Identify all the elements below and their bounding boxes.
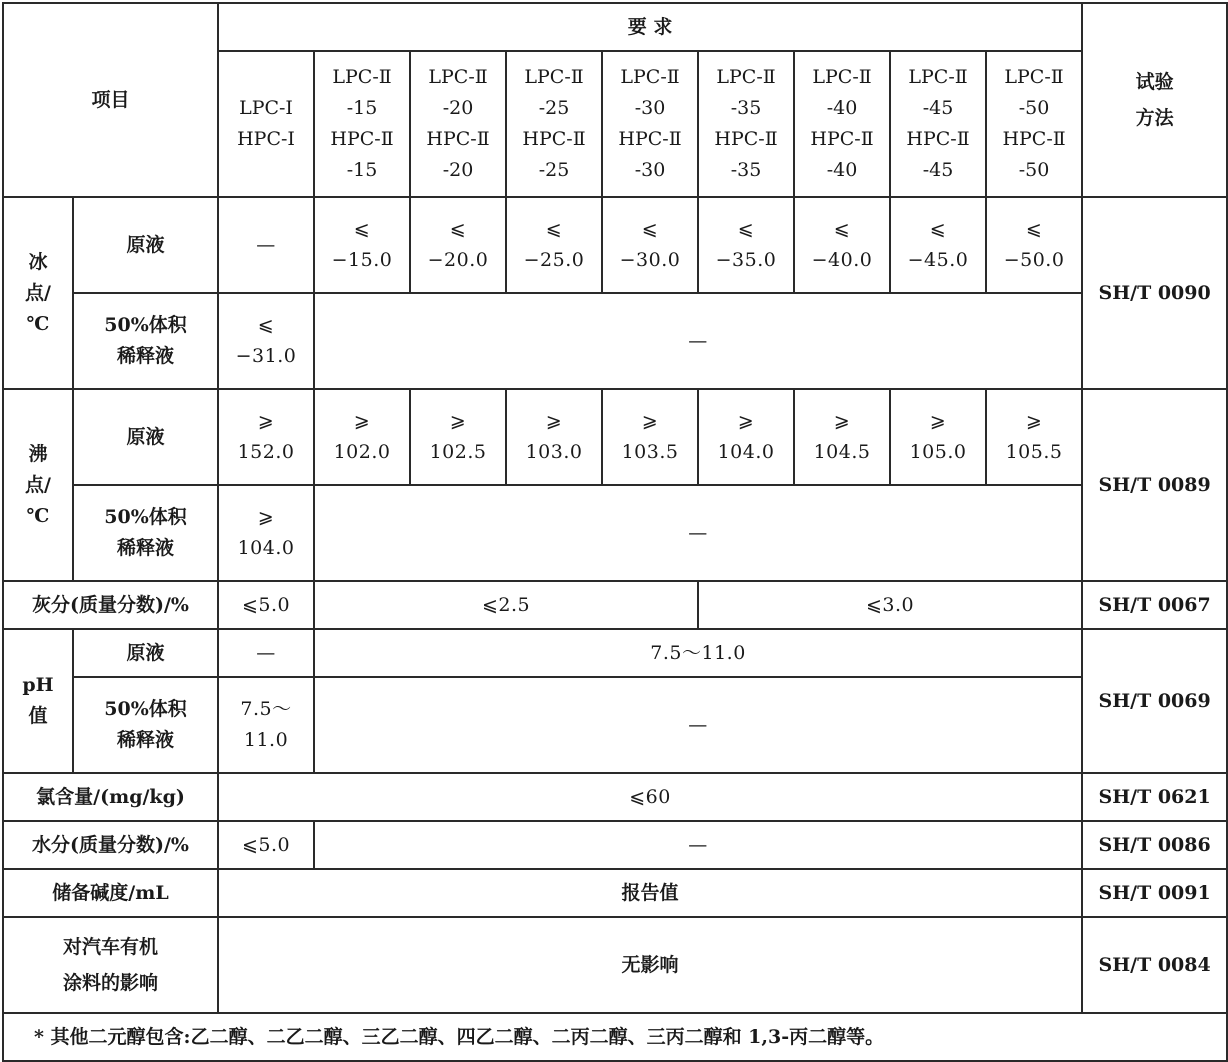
ph-neat-label: 原液 <box>73 629 218 677</box>
boiling-neat-value: ⩾ 104.0 <box>698 389 794 485</box>
boiling-point-label: 沸 点/ ℃ <box>3 389 73 581</box>
ph-method: SH/T 0069 <box>1082 629 1227 773</box>
boiling-dilute-label: 50%体积 稀释液 <box>73 485 218 581</box>
boiling-neat-value: ⩾ 103.5 <box>602 389 698 485</box>
paint-effect-method: SH/T 0084 <box>1082 917 1227 1013</box>
boiling-neat-value: ⩾ 105.5 <box>986 389 1082 485</box>
freezing-neat-value: ⩽ −35.0 <box>698 197 794 293</box>
water-value-rest: — <box>314 821 1082 869</box>
ph-label: pH 值 <box>3 629 73 773</box>
ph-neat-value: — <box>218 629 314 677</box>
freezing-neat-value: ⩽ −15.0 <box>314 197 410 293</box>
ph-dilute-rest: — <box>314 677 1082 773</box>
ash-value-type1: ⩽5.0 <box>218 581 314 629</box>
freezing-neat-value: ⩽ −30.0 <box>602 197 698 293</box>
boiling-neat-value: ⩾ 103.0 <box>506 389 602 485</box>
grade-header: LPC-Ⅰ HPC-Ⅰ <box>218 51 314 197</box>
grade-header: LPC-Ⅱ -20 HPC-Ⅱ -20 <box>410 51 506 197</box>
water-value-type1: ⩽5.0 <box>218 821 314 869</box>
boiling-neat-label: 原液 <box>73 389 218 485</box>
boiling-method: SH/T 0089 <box>1082 389 1227 581</box>
grade-header: LPC-Ⅱ -45 HPC-Ⅱ -45 <box>890 51 986 197</box>
chloride-method: SH/T 0621 <box>1082 773 1227 821</box>
ph-dilute-value: 7.5～ 11.0 <box>218 677 314 773</box>
freezing-neat-value: ⩽ −20.0 <box>410 197 506 293</box>
grade-header: LPC-Ⅱ -40 HPC-Ⅱ -40 <box>794 51 890 197</box>
reserve-alkalinity-label: 储备碱度/mL <box>3 869 218 917</box>
boiling-neat-value: ⩾ 105.0 <box>890 389 986 485</box>
header-item: 项目 <box>3 3 218 197</box>
ash-method: SH/T 0067 <box>1082 581 1227 629</box>
boiling-dilute-value: ⩾ 104.0 <box>218 485 314 581</box>
grade-header: LPC-Ⅱ -30 HPC-Ⅱ -30 <box>602 51 698 197</box>
boiling-neat-value: ⩾ 104.5 <box>794 389 890 485</box>
freezing-method: SH/T 0090 <box>1082 197 1227 389</box>
freezing-dilute-rest: — <box>314 293 1082 389</box>
freezing-dilute-label: 50%体积 稀释液 <box>73 293 218 389</box>
header-method: 试验 方法 <box>1082 3 1227 197</box>
freezing-neat-value: ⩽ −25.0 <box>506 197 602 293</box>
paint-effect-value: 无影响 <box>218 917 1082 1013</box>
water-method: SH/T 0086 <box>1082 821 1227 869</box>
paint-effect-label: 对汽车有机 涂料的影响 <box>3 917 218 1013</box>
boiling-neat-value: ⩾ 102.0 <box>314 389 410 485</box>
boiling-neat-value: ⩾ 152.0 <box>218 389 314 485</box>
freezing-neat-value: — <box>218 197 314 293</box>
reserve-alkalinity-value: 报告值 <box>218 869 1082 917</box>
water-label: 水分(质量分数)/% <box>3 821 218 869</box>
grade-header: LPC-Ⅱ -15 HPC-Ⅱ -15 <box>314 51 410 197</box>
boiling-dilute-rest: — <box>314 485 1082 581</box>
footnote: * 其他二元醇包含:乙二醇、二乙二醇、三乙二醇、四乙二醇、二丙二醇、三丙二醇和 1,3-丙二醇等。 <box>3 1013 1227 1061</box>
ash-value-mid: ⩽2.5 <box>314 581 698 629</box>
ash-label: 灰分(质量分数)/% <box>3 581 218 629</box>
ash-value-last: ⩽3.0 <box>698 581 1082 629</box>
freezing-neat-value: ⩽ −45.0 <box>890 197 986 293</box>
freezing-neat-value: ⩽ −40.0 <box>794 197 890 293</box>
ph-neat-rest: 7.5～11.0 <box>314 629 1082 677</box>
specification-table <box>2 2 1228 1062</box>
chloride-label: 氯含量/(mg/kg) <box>3 773 218 821</box>
grade-header: LPC-Ⅱ -50 HPC-Ⅱ -50 <box>986 51 1082 197</box>
freezing-dilute-value: ⩽ −31.0 <box>218 293 314 389</box>
boiling-neat-value: ⩾ 102.5 <box>410 389 506 485</box>
freezing-point-label: 冰 点/ ℃ <box>3 197 73 389</box>
freezing-neat-label: 原液 <box>73 197 218 293</box>
chloride-value: ⩽60 <box>218 773 1082 821</box>
header-requirement: 要 求 <box>218 3 1082 51</box>
grade-header: LPC-Ⅱ -35 HPC-Ⅱ -35 <box>698 51 794 197</box>
ph-dilute-label: 50%体积 稀释液 <box>73 677 218 773</box>
reserve-alkalinity-method: SH/T 0091 <box>1082 869 1227 917</box>
grade-header: LPC-Ⅱ -25 HPC-Ⅱ -25 <box>506 51 602 197</box>
freezing-neat-value: ⩽ −50.0 <box>986 197 1082 293</box>
